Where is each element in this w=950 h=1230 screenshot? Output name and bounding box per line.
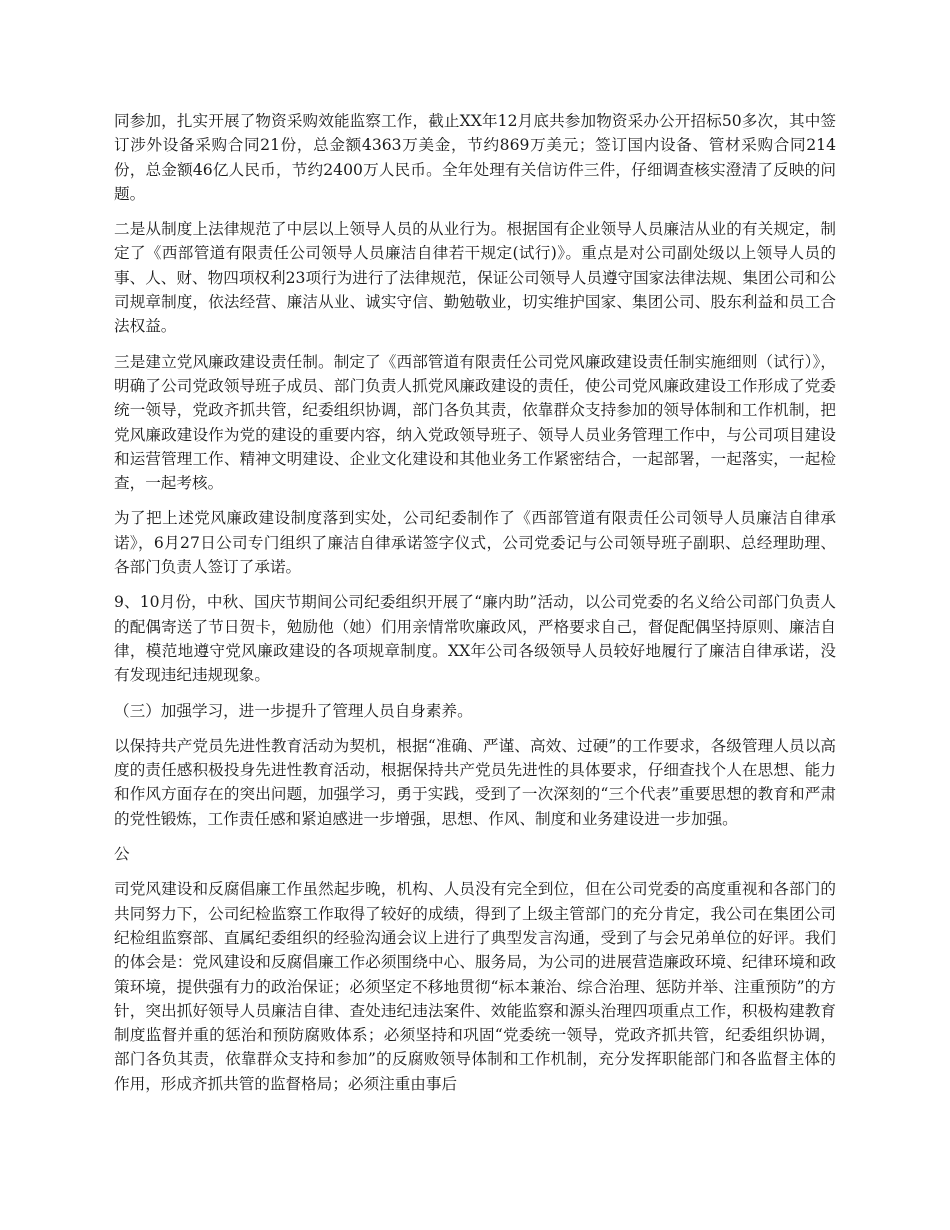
paragraph-leadership-conduct-rules: 二是从制度上法律规范了中层以上领导人员的从业行为。根据国有企业领导人员廉洁从业的有关规定，制定了《西部管道有限责任公司领导人员廉洁自律若干规定(试行)》。重点是对公司副处级以上领导人员的事、人、财、物四项权利23项行为进行了法律规范，保证公司领导人员遵守国家法律法规、集团公司和公司规章制度，依法经营、廉洁从业、诚实守信、勤勉敬业，切实维护国家、集团公司、股东利益和员工合法权益。 xyxy=(114,220,836,336)
paragraph-advanced-education: 以保持共产党员先进性教育活动为契机，根据“准确、严谨、高效、过硬”的工作要求，各级管理人员以高度的责任感积极投身先进性教育活动，根据保持共产党员先进性的具体要求，仔细查找个人在思想、能力和作风方面存在的突出问题，加强学习，勇于实践，受到了一次深刻的“三个代表”重要思想的教育和严肃的党性锻炼，工作责任感和紧迫感进一步增强，思想、作风、制度和业务建设进一步加强。 xyxy=(114,736,836,828)
paragraph-integrity-pledge: 为了把上述党风廉政建设制度落到实处，公司纪委制作了《西部管道有限责任公司领导人员廉洁自律承诺》，6月27日公司专门组织了廉洁自律承诺签字仪式，公司党委记与公司领导班子副职、总经理助理、各部门负责人签订了承诺。 xyxy=(114,509,836,577)
paragraph-procurement-supervision: 同参加，扎实开展了物资采购效能监察工作，截止XX年12月底共参加物资采办公开招标50多次，其中签订涉外设备采购合同21份，总金额4363万美金，节约869万美元；签订国内设备、管材采购合同214份，总金额46亿人民币，节约2400万人民币。全年处理有关信访件三件，仔细调查核实澄清了反映的问题。 xyxy=(114,112,836,203)
section-heading-study: （三）加强学习，进一步提升了管理人员自身素养。 xyxy=(114,701,473,720)
paragraph-responsibility-system: 三是建立党风廉政建设责任制。制定了《西部管道有限责任公司党风廉政建设责任制实施细则（试行）》，明确了公司党政领导班子成员、部门负责人抓党风廉政建设的责任，使公司党风廉政建设工作形成了党委统一领导，党政齐抓共管，纪委组织协调，部门各负其责，依靠群众支持参加的领导体制和工作机制，把党风廉政建设作为党的建设的重要内容，纳入党政领导班子、领导人员业务管理工作中，与公司项目建设和运营管理工作、精神文明建设、企业文化建设和其他业务工作紧密结合，一起部署，一起落实，一起检查，一起考核。 xyxy=(114,352,836,493)
paragraph-fragment: 公 xyxy=(114,845,130,864)
paragraph-holiday-activity: 9、10月份，中秋、国庆节期间公司纪委组织开展了“廉内助”活动，以公司党委的名义给公司部门负责人的配偶寄送了节日贺卡，勉励他（她）们用亲情常吹廉政风，严格要求自己，督促配偶坚持原则、廉洁自律，模范地遵守党风廉政建设的各项规章制度。XX年公司各级领导人员较好地履行了廉洁自律承诺，没有发现违纪违规现象。 xyxy=(114,593,836,685)
document-body xyxy=(114,109,836,1107)
paragraph-summary-experience: 司党风建设和反腐倡廉工作虽然起步晚，机构、人员没有完全到位，但在公司党委的高度重视和各部门的共同努力下，公司纪检监察工作取得了较好的成绩，得到了上级主管部门的充分肯定，我公司在集团公司纪检组监察部、直属纪委组织的经验沟通会议上进行了典型发言沟通，受到了与会兄弟单位的好评。我们的体会是：党风建设和反腐倡廉工作必须围绕中心、服务局，为公司的进展营造廉政环境、纪律环境和政策环境，提供强有力的政治保证；必须坚定不移地贯彻“标本兼治、综合治理、惩防并举、注重预防”的方针，突出抓好领导人员廉洁自律、查处违纪违法案件、效能监察和源头治理四项重点工作，积极构建教育制度监督并重的惩治和预防腐败体系；必须坚持和巩固“党委统一领导，党政齐抓共管，纪委组织协调，部门各负其责，依靠群众支持和参加”的反腐败领导体制和工作机制，充分发挥职能部门和各监督主体的作用，形成齐抓共管的监督格局；必须注重由事后 xyxy=(114,880,836,1093)
